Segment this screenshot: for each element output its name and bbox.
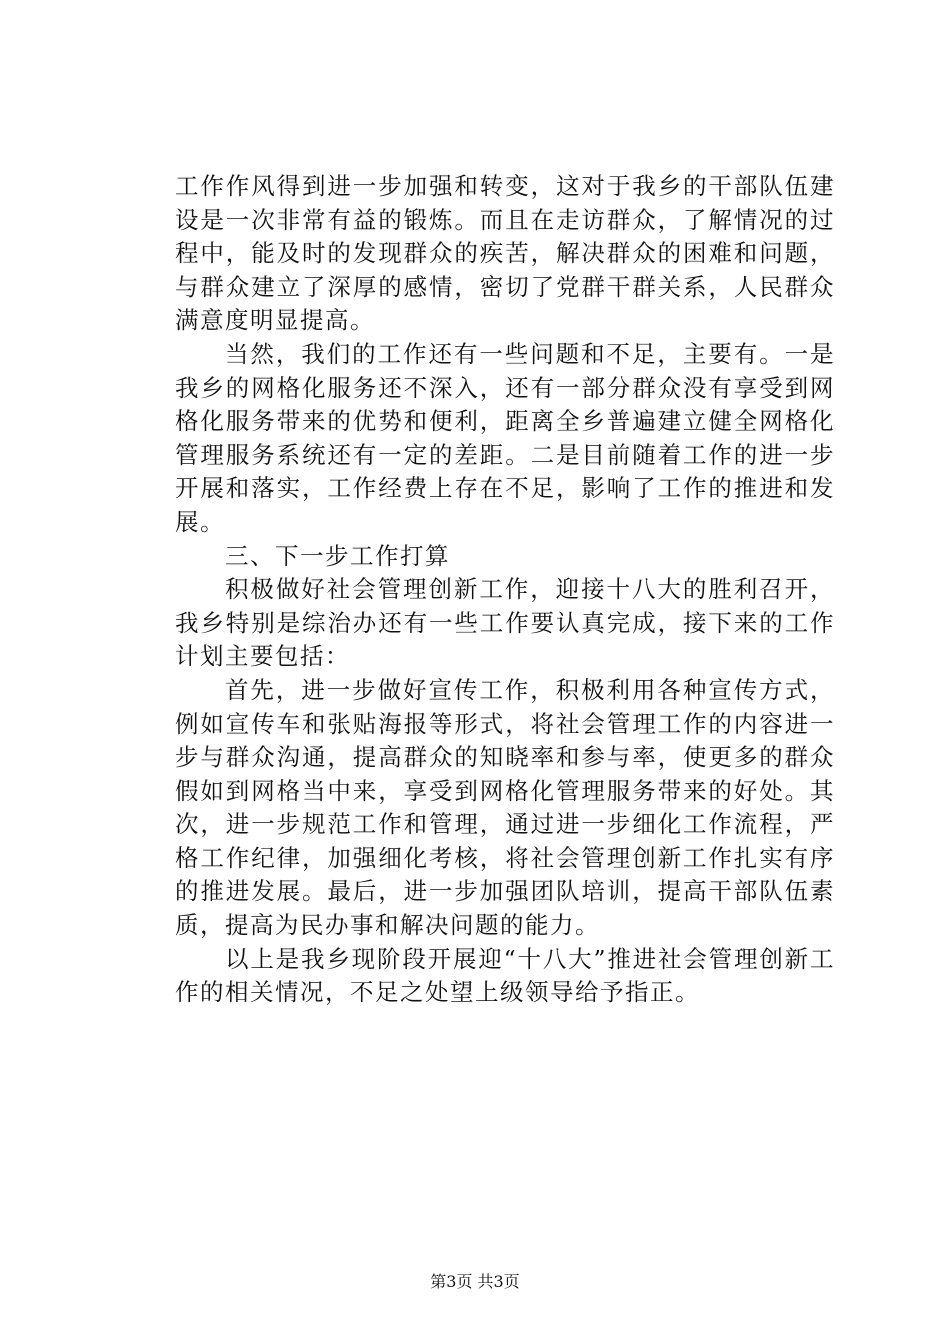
paragraph-3: 积极做好社会管理创新工作，迎接十八大的胜利召开，我乡特别是综治办还有一些工作要认真完成，接下来的工作计划主要包括：	[175, 575, 835, 671]
page-footer: 第3页 共3页	[430, 1272, 520, 1291]
section-heading: 三、下一步工作打算	[225, 541, 450, 570]
paragraph-2: 当然，我们的工作还有一些问题和不足，主要有。一是我乡的网格化服务还不深入，还有一部分群众没有享受到网格化服务带来的优势和便利，距离全乡普遍建立健全网格化管理服务系统还有一定的差距。二是目前随着工作的进一步开展和落实，工作经费上存在不足，影响了工作的推进和发展。	[175, 339, 835, 536]
paragraph-1: 工作作风得到进一步加强和转变，这对于我乡的干部队伍建设是一次非常有益的锻炼。而且在走访群众，了解情况的过程中，能及时的发现群众的疾苦，解决群众的困难和问题，与群众建立了深厚的感情，密切了党群干群关系，人民群众满意度明显提高。	[175, 172, 835, 335]
paragraph-4: 首先，进一步做好宣传工作，积极利用各种宣传方式，例如宣传车和张贴海报等形式，将社会管理工作的内容进一步与群众沟通，提高群众的知晓率和参与率，使更多的群众假如到网格当中来，享受到网格化管理服务带来的好处。其次，进一步规范工作和管理，通过进一步细化工作流程，严格工作纪律，加强细化考核，将社会管理创新工作扎实有序的推进发展。最后，进一步加强团队培训，提高干部队伍素质，提高为民办事和解决问题的能力。	[175, 675, 835, 940]
paragraph-5: 以上是我乡现阶段开展迎“十八大”推进社会管理创新工作的相关情况，不足之处望上级领导给予指正。	[175, 944, 835, 1007]
document-body	[175, 170, 835, 1010]
